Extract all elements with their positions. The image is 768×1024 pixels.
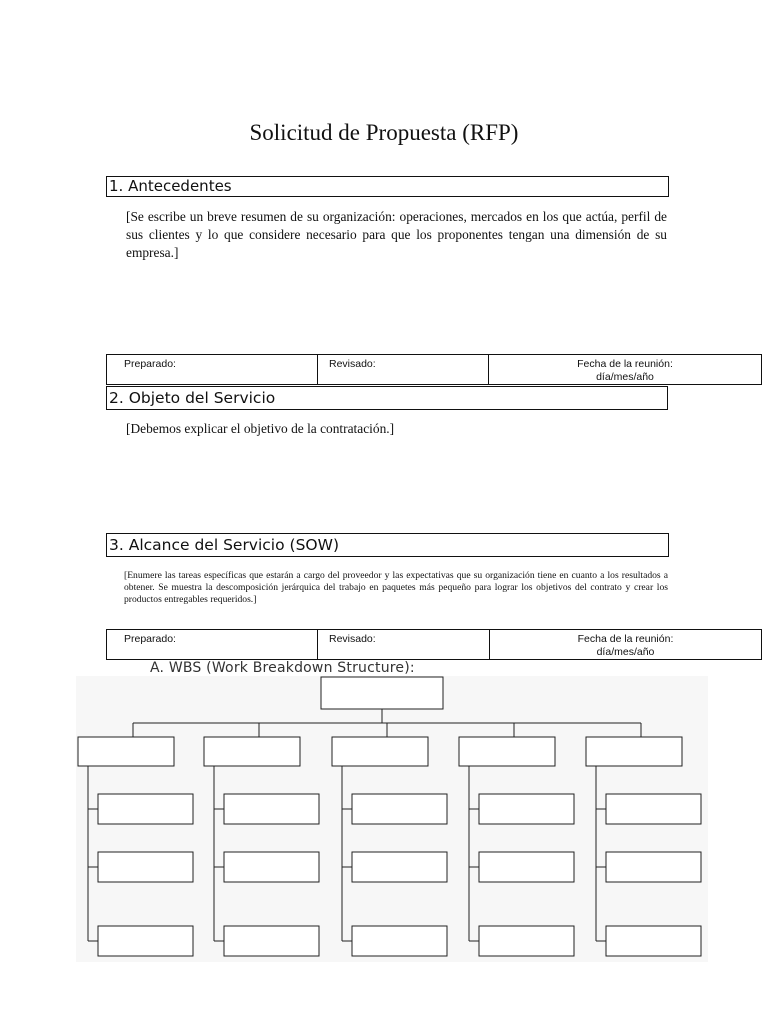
wbs-diagram bbox=[76, 676, 708, 962]
meeting-date-cell bbox=[490, 633, 761, 662]
wbs-level2-box bbox=[98, 794, 193, 824]
meeting-date-value: día/mes/año bbox=[596, 371, 654, 383]
wbs-level2-box bbox=[98, 926, 193, 956]
wbs-level2-box bbox=[479, 926, 574, 956]
section-2-heading: 2. Objeto del Servicio bbox=[106, 386, 668, 410]
wbs-level1-box bbox=[332, 737, 428, 766]
section-3-heading: 3. Alcance del Servicio (SOW) bbox=[106, 533, 669, 557]
wbs-level2-box bbox=[479, 794, 574, 824]
wbs-level2-box bbox=[224, 794, 319, 824]
wbs-root-box bbox=[321, 677, 443, 709]
document-title: Solicitud de Propuesta (RFP) bbox=[249, 120, 519, 145]
table-divider bbox=[317, 630, 318, 659]
prepared-label: Preparado: bbox=[124, 358, 176, 370]
reviewed-label: Revisado: bbox=[329, 358, 376, 370]
wbs-level2-box bbox=[224, 926, 319, 956]
reviewed-cell bbox=[329, 358, 376, 387]
wbs-level2-box bbox=[606, 852, 701, 882]
wbs-title: A. WBS (Work Breakdown Structure): bbox=[150, 660, 415, 676]
wbs-diagram-area bbox=[76, 676, 708, 962]
wbs-level2-box bbox=[352, 852, 447, 882]
signoff-table-1 bbox=[106, 354, 762, 385]
wbs-level2-box bbox=[224, 852, 319, 882]
meeting-date-value: día/mes/año bbox=[596, 646, 655, 658]
wbs-level2-box bbox=[352, 926, 447, 956]
section-1-heading: 1. Antecedentes bbox=[106, 176, 669, 197]
reviewed-cell bbox=[329, 633, 376, 662]
prepared-cell bbox=[124, 358, 176, 387]
wbs-level1-box bbox=[78, 737, 174, 766]
meeting-date-label: Fecha de la reunión: bbox=[577, 633, 674, 645]
meeting-date-label: Fecha de la reunión: bbox=[577, 358, 673, 370]
wbs-level2-box bbox=[479, 852, 574, 882]
wbs-level1-box bbox=[459, 737, 555, 766]
meeting-date-cell bbox=[489, 358, 761, 387]
wbs-level2-box bbox=[606, 794, 701, 824]
wbs-level2-box bbox=[352, 794, 447, 824]
prepared-cell bbox=[124, 633, 176, 662]
reviewed-label: Revisado: bbox=[329, 633, 376, 645]
wbs-level1-box bbox=[586, 737, 682, 766]
table-divider bbox=[317, 355, 318, 384]
section-2-text: [Debemos explicar el objetivo de la contratación.] bbox=[126, 421, 395, 436]
section-1-text: [Se escribe un breve resumen de su organización: operaciones, mercados en los que actúa, perfil de sus clientes y lo que considere necesario para que los proponentes tengan una dimensión de su empresa.] bbox=[126, 209, 667, 260]
prepared-label: Preparado: bbox=[124, 633, 176, 645]
section-3-text: [Enumere las tareas específicas que estarán a cargo del proveedor y las expectativas que su organización tiene en cuanto a los resultados a obtener. Se muestra la descomposición jerárquica del trabajo en paquetes más pequeño para lograr los objetivos del contrato y crear los productos entregables requeridos.] bbox=[124, 570, 668, 605]
signoff-table-2 bbox=[106, 629, 762, 660]
wbs-level2-box bbox=[606, 926, 701, 956]
wbs-level2-box bbox=[98, 852, 193, 882]
wbs-level1-box bbox=[204, 737, 300, 766]
